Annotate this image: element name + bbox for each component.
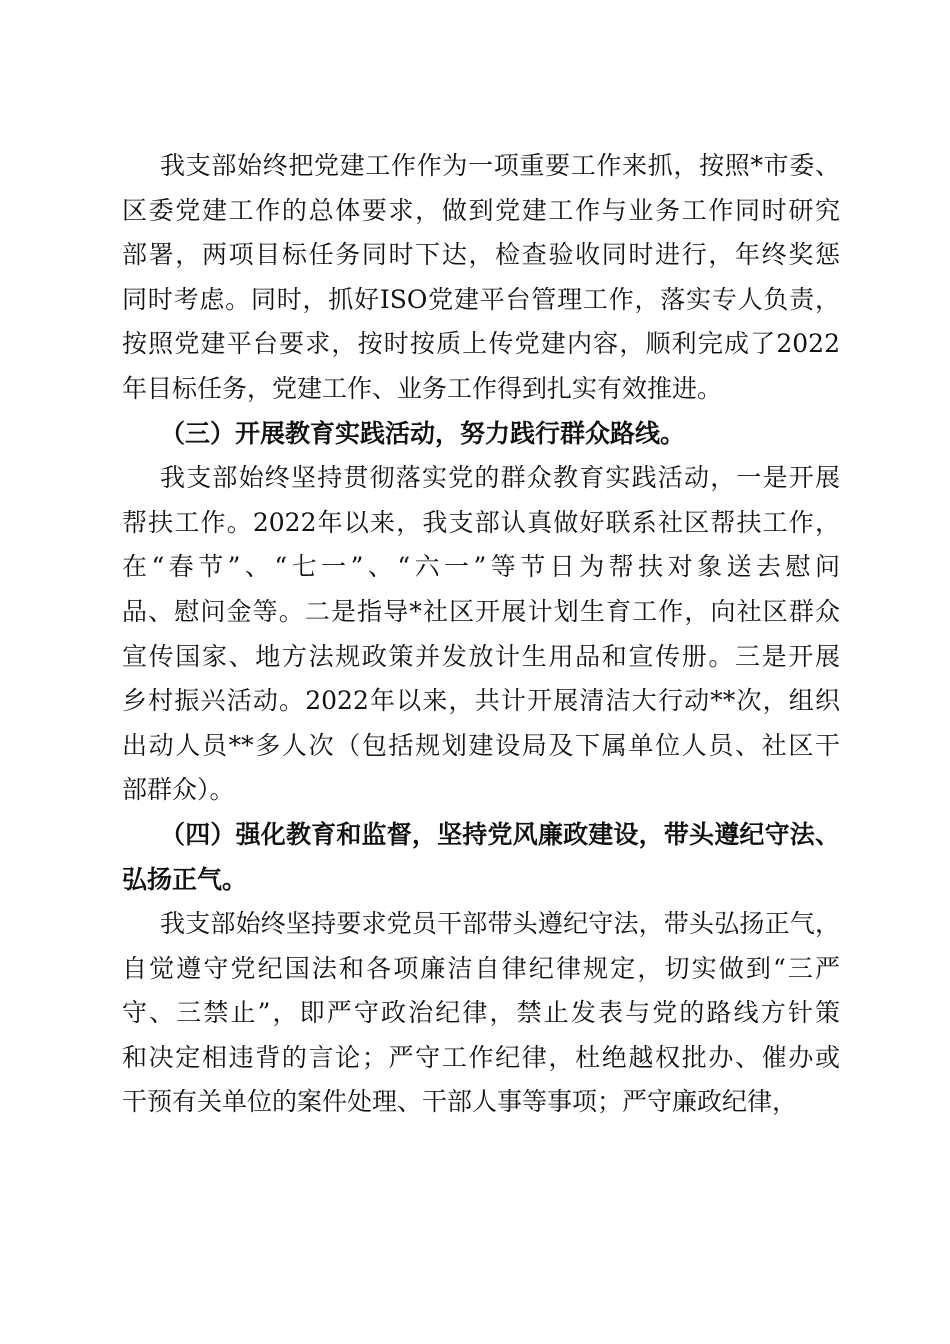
text-line: 品、慰问金等。二是指导*社区开展计划生育工作，向社区群众	[122, 596, 840, 626]
paragraph	[122, 458, 840, 815]
paragraph	[122, 146, 840, 414]
text-line: 守、三禁止”，即严守政治纪律，禁止发表与党的路线方针策	[122, 998, 840, 1028]
text-line: 乡村振兴活动。2022年以来，共计开展清洁大行动**次，组织	[122, 686, 840, 716]
text-line: 我支部始终坚持贯彻落实党的群众教育实践活动，一是开展	[160, 463, 840, 493]
section-heading	[122, 815, 840, 904]
text-line: 出动人员**多人次（包括规划建设局及下属单位人员、社区干	[122, 730, 840, 760]
text-line: 宣传国家、地方法规政策并发放计生用品和宣传册。三是开展	[122, 641, 840, 671]
document-body	[122, 146, 840, 1127]
text-line: 我支部始终坚持要求党员干部带头遵纪守法，带头弘扬正气，	[160, 909, 840, 939]
text-line: 帮扶工作。2022年以来，我支部认真做好联系社区帮扶工作，	[122, 507, 840, 537]
text-line: 弘扬正气。	[122, 864, 248, 894]
text-line: 干预有关单位的案件处理、干部人事等事项；严守廉政纪律，	[122, 1087, 798, 1117]
text-line: （四）强化教育和监督，坚持党风廉政建设，带头遵纪守法、	[160, 819, 840, 849]
text-line: 我支部始终把党建工作作为一项重要工作来抓，按照*市委、	[160, 151, 840, 180]
text-line: 和决定相违背的言论；严守工作纪律，杜绝越权批办、催办或	[122, 1042, 840, 1072]
text-line: 年目标任务，党建工作、业务工作得到扎实有效推进。	[122, 373, 723, 403]
text-line: 部群众）。	[122, 775, 235, 805]
text-line: 同时考虑。同时，抓好ISO党建平台管理工作，落实专人负责，	[122, 284, 840, 314]
paragraph	[122, 904, 840, 1127]
text-line: 按照党建平台要求，按时按质上传党建内容，顺利完成了2022	[122, 329, 840, 359]
section-heading	[122, 414, 840, 459]
text-line: 自觉遵守党纪国法和各项廉洁自律纪律规定，切实做到“三严	[122, 953, 840, 983]
text-line: （三）开展教育实践活动，努力践行群众路线。	[160, 418, 686, 448]
text-line: 部署，两项目标任务同时下达，检查验收同时进行，年终奖惩	[122, 240, 840, 270]
text-line: 区委党建工作的总体要求，做到党建工作与业务工作同时研究	[122, 195, 840, 225]
text-line: 在“春节”、“七一”、“六一”等节日为帮扶对象送去慰问	[122, 552, 840, 582]
